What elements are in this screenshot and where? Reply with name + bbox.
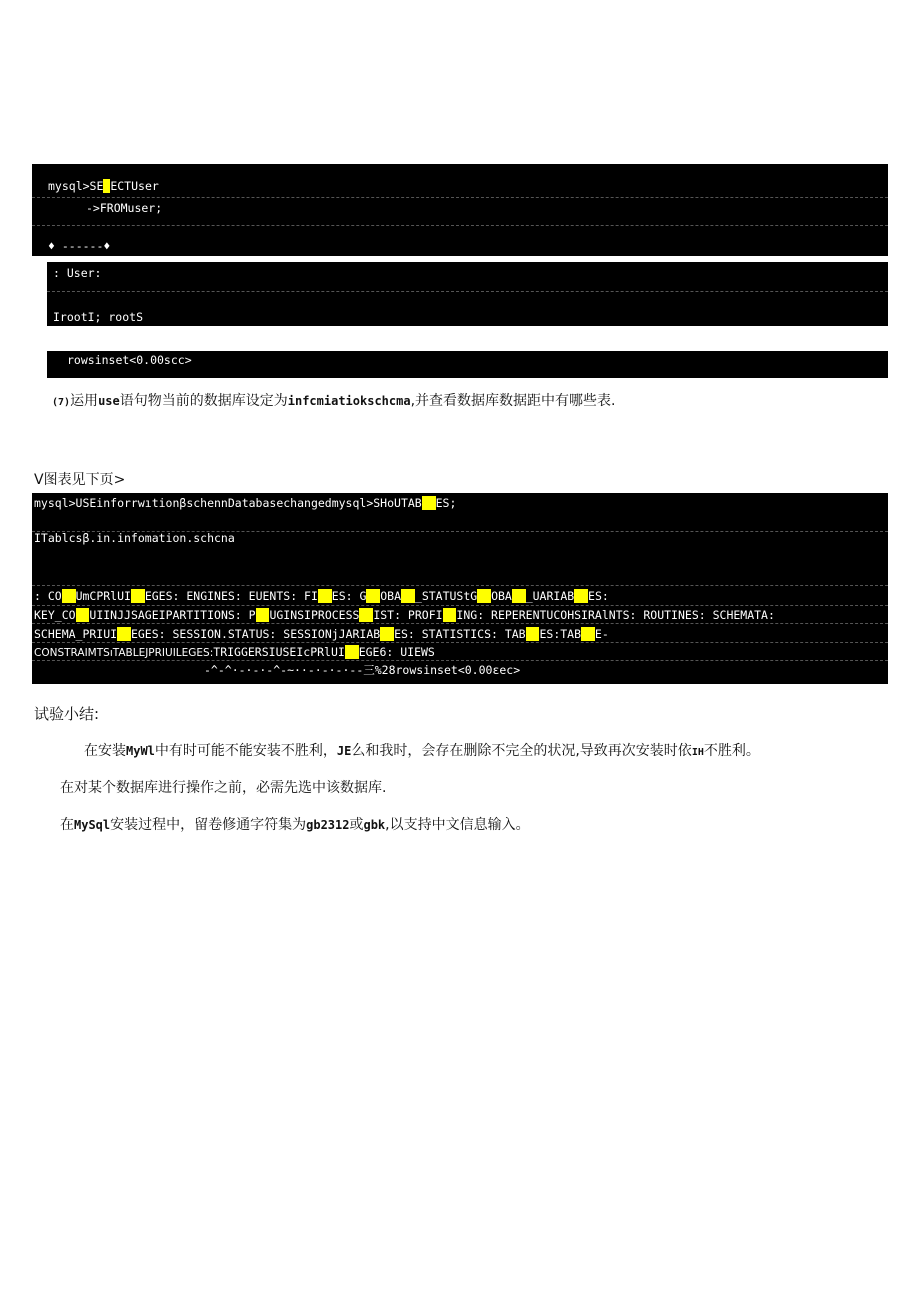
terminal-line: IrootI; rootS	[53, 310, 144, 324]
terminal-line: SCHEMA_PRIUILLEGES: SESSION.STATUS: SESSIONjJARIABLEES: STATISTICS: TABLEES:TABLEE-	[34, 627, 609, 641]
terminal-line: ITablcsβ.in.infomation.schcna	[34, 531, 235, 545]
terminal-block-rows	[47, 351, 888, 378]
row-separator	[32, 605, 888, 606]
highlight-mark: LE	[525, 627, 540, 641]
terminal-line: mysql>SELECTUser	[48, 179, 159, 193]
row-separator	[32, 623, 888, 624]
highlight-mark: LE	[581, 627, 595, 641]
highlight-mark: LU	[255, 608, 270, 622]
summary-heading: 试验小结:	[34, 705, 100, 723]
terminal-block-show-tables	[32, 493, 888, 684]
highlight-mark: LL	[511, 589, 526, 603]
terminal-line: -^-^·-·-·-^-~··-·-·-·--三%28rowsinset<0.00εec>	[204, 663, 521, 677]
highlight-mark: LL	[401, 589, 415, 603]
highlight-mark: LE	[380, 627, 395, 641]
highlight-mark: LL	[117, 627, 131, 641]
terminal-line: : COLLUmCPRlUILLEGES: ENGINES: EUENTS: FILEES: GLOOBALL_STATUStGLOOBALL_UARIABLEES:	[34, 589, 609, 603]
terminal-block-select	[32, 164, 888, 256]
highlight-mark: LL	[130, 589, 145, 603]
highlight-mark: LE	[421, 496, 436, 510]
row-separator	[32, 660, 888, 661]
step-7-instruction: (7)运用use语句物当前的数据库设定为infcmiatiokschcma,并查看数据库数据距中有哪些表.	[52, 393, 616, 409]
summary-paragraph: 在对某个数据库进行操作之前，必需先选中该数据库.	[60, 780, 387, 796]
terminal-line: : User:	[53, 266, 102, 280]
highlight-mark: LE	[574, 589, 589, 603]
terminal-line: ->FROMuser;	[86, 201, 163, 215]
figure-note: V图表见下页>	[34, 472, 126, 488]
terminal-line: rowsinset<0.00scc>	[67, 353, 192, 367]
highlight-mark: LL	[442, 608, 457, 622]
summary-paragraph: 在安装MyWl中有时可能不能安装不胜利，JE么和我时，会存在删除不完全的状况,导致再次安装时依IH不胜利。	[84, 743, 760, 759]
terminal-line: ♦ ------♦	[48, 239, 111, 253]
highlight-mark: LO	[366, 589, 381, 603]
highlight-mark: LL	[61, 589, 76, 603]
summary-paragraph: 在MySql安装过程中，留卷修通字符集为gb2312或gbk,以支持中文信息输入。	[60, 817, 530, 833]
highlight-mark: LE	[317, 589, 332, 603]
terminal-block-result	[47, 262, 888, 326]
row-separator	[32, 642, 888, 643]
row-separator	[47, 291, 888, 292]
terminal-line: mysql>USEinforrwıtionβschennDatabasechangedmysql>SHoUTABLEES;	[34, 496, 457, 510]
highlight-mark: LO	[477, 589, 492, 603]
row-separator	[32, 585, 888, 586]
highlight-mark: L	[103, 179, 111, 193]
highlight-mark: LU	[75, 608, 90, 622]
row-separator	[32, 197, 888, 198]
highlight-mark: LI	[359, 608, 374, 622]
terminal-line: CONSTRAIMTSıTABLEJPRIUILEGES:TRIGGERSIUSEIcPRlUILLEGE6: UIEWS	[34, 645, 435, 659]
row-separator	[32, 225, 888, 226]
terminal-line: KEY_COLUUIINJJSAGEIPARTITIONS: PLUUGINSIPROCESSLIIST: PROFILLING: REPERENTUCOHSIRAlNTS: ROUTINES: SCHEMATA:	[34, 608, 775, 622]
highlight-mark: LL	[344, 645, 359, 659]
